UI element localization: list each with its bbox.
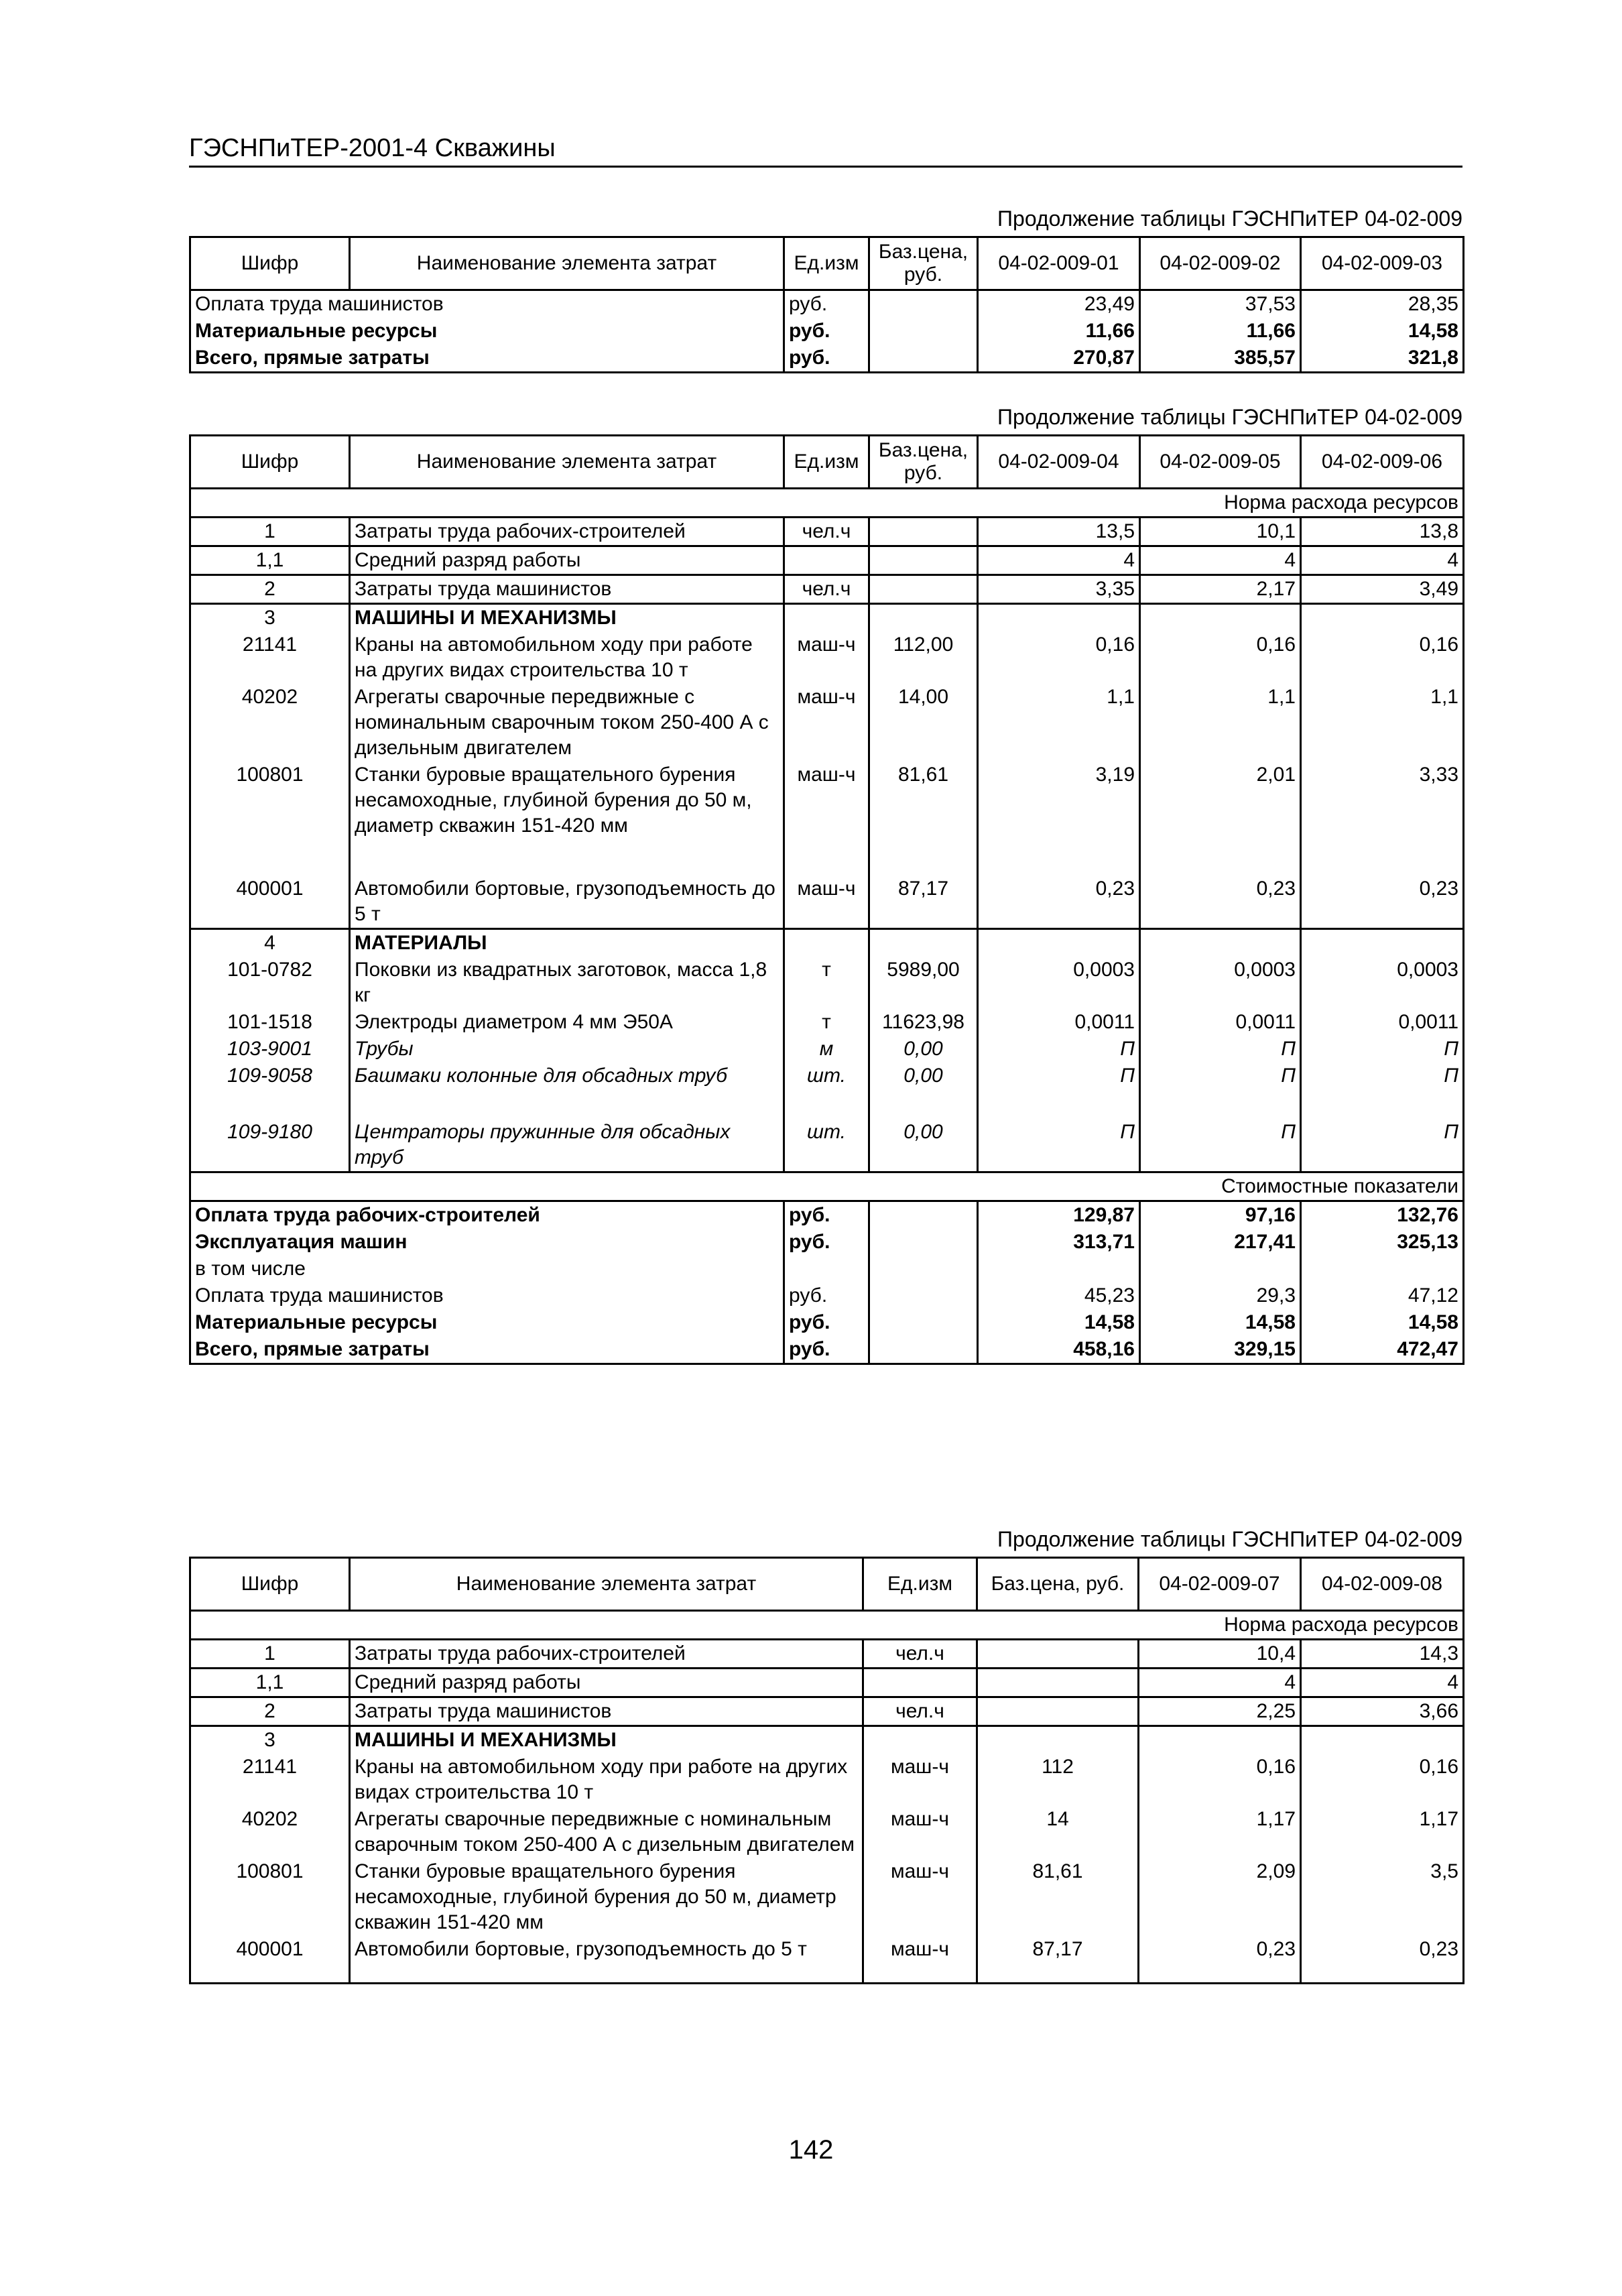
cost-label: Стоимостные показатели — [190, 1172, 1464, 1201]
row-name: Затраты труда машинистов — [350, 1697, 863, 1726]
row-price — [869, 929, 978, 957]
row-value: 14,3 — [1301, 1640, 1464, 1669]
table1 — [189, 236, 1464, 373]
table-row — [190, 1256, 1464, 1282]
row-value: П — [1140, 1119, 1301, 1172]
row-value: 14,58 — [978, 1309, 1140, 1336]
row-unit: руб. — [784, 345, 869, 373]
row-price: 14,00 — [869, 684, 978, 762]
table-row — [190, 762, 1464, 875]
row-price: 11623,98 — [869, 1009, 978, 1036]
row-value: П — [978, 1036, 1140, 1063]
row-code: 1,1 — [190, 1669, 350, 1697]
row-value — [978, 604, 1140, 632]
table-row — [190, 345, 1464, 373]
row-value: 0,23 — [1301, 875, 1464, 929]
row-code: 100801 — [190, 1858, 350, 1936]
table-row — [190, 1640, 1464, 1669]
table-row — [190, 1282, 1464, 1309]
row-unit — [784, 604, 869, 632]
row-value: П — [1301, 1119, 1464, 1172]
row-value: 3,19 — [978, 762, 1140, 875]
row-unit: т — [784, 1009, 869, 1036]
row-value: 97,16 — [1140, 1201, 1301, 1229]
row-value: 1,1 — [1301, 684, 1464, 762]
row-value: 329,15 — [1140, 1336, 1301, 1364]
row-unit: руб. — [784, 1336, 869, 1364]
row-price — [977, 1726, 1139, 1754]
row-name: в том числе — [190, 1256, 784, 1282]
row-value: П — [1140, 1036, 1301, 1063]
row-value: 14,58 — [1140, 1309, 1301, 1336]
section-title: МАШИНЫ И МЕХАНИЗМЫ — [350, 604, 784, 632]
section-row — [190, 929, 1464, 957]
row-name: Оплата труда рабочих-строителей — [190, 1201, 784, 1229]
row-unit — [863, 1726, 977, 1754]
row-code: 1 — [190, 1640, 350, 1669]
row-name: Краны на автомобильном ходу при работе на других видах строительства 10 т — [350, 631, 784, 684]
row-price — [869, 518, 978, 546]
row-value: П — [978, 1063, 1140, 1119]
row-price: 87,17 — [869, 875, 978, 929]
cost-label-row — [190, 1172, 1464, 1201]
row-value: 0,23 — [1140, 875, 1301, 929]
row-price — [869, 345, 978, 373]
table-row — [190, 1858, 1464, 1936]
row-value: 14,58 — [1301, 1309, 1464, 1336]
header-col: 04-02-009-08 — [1301, 1558, 1464, 1611]
norm-row — [190, 1611, 1464, 1640]
row-code: 2 — [190, 575, 350, 604]
row-name: Оплата труда машинистов — [190, 1282, 784, 1309]
row-unit: маш-ч — [784, 875, 869, 929]
row-value: 458,16 — [978, 1336, 1140, 1364]
row-name: Станки буровые вращательного бурения несамоходные, глубиной бурения до 50 м, диаметр скважин 151-420 мм — [350, 1858, 863, 1936]
row-value: П — [1140, 1063, 1301, 1119]
row-code: 3 — [190, 1726, 350, 1754]
row-unit: шт. — [784, 1063, 869, 1119]
row-price — [869, 1256, 978, 1282]
row-unit: руб. — [784, 1282, 869, 1309]
row-code: 109-9058 — [190, 1063, 350, 1119]
table2-header-row — [190, 436, 1464, 489]
row-unit: маш-ч — [863, 1936, 977, 1983]
row-value: 0,0011 — [1301, 1009, 1464, 1036]
table-row — [190, 1754, 1464, 1806]
row-price: 14 — [977, 1806, 1139, 1858]
table-row — [190, 1309, 1464, 1336]
row-unit: чел.ч — [784, 575, 869, 604]
row-price — [977, 1669, 1139, 1697]
row-value — [978, 1256, 1140, 1282]
row-value — [1139, 1726, 1301, 1754]
row-price — [869, 318, 978, 345]
header-unit: Ед.изм — [784, 237, 869, 290]
row-value: 325,13 — [1301, 1229, 1464, 1256]
row-unit — [784, 1256, 869, 1282]
row-value: 4 — [978, 546, 1140, 575]
row-code: 1,1 — [190, 546, 350, 575]
table-row — [190, 575, 1464, 604]
row-value: 313,71 — [978, 1229, 1140, 1256]
row-value: 4 — [1139, 1669, 1301, 1697]
row-price — [869, 290, 978, 318]
row-price — [869, 1309, 978, 1336]
table-row — [190, 1229, 1464, 1256]
table1-header-row — [190, 237, 1464, 290]
row-value: 1,1 — [978, 684, 1140, 762]
row-unit: руб. — [784, 290, 869, 318]
header-col: 04-02-009-06 — [1301, 436, 1464, 489]
row-name: Затраты труда рабочих-строителей — [350, 518, 784, 546]
row-name: Материальные ресурсы — [190, 1309, 784, 1336]
table2-caption: Продолжение таблицы ГЭСНПиТЕР 04-02-009 — [997, 405, 1462, 429]
row-value: 0,0003 — [978, 957, 1140, 1009]
row-value: 472,47 — [1301, 1336, 1464, 1364]
row-code: 100801 — [190, 762, 350, 875]
row-unit — [784, 929, 869, 957]
row-value: 217,41 — [1140, 1229, 1301, 1256]
row-price: 0,00 — [869, 1063, 978, 1119]
row-value: 0,0003 — [1301, 957, 1464, 1009]
row-code: 103-9001 — [190, 1036, 350, 1063]
row-value: 13,5 — [978, 518, 1140, 546]
row-value: 3,5 — [1301, 1858, 1464, 1936]
row-value — [1301, 604, 1464, 632]
row-name: Станки буровые вращательного бурения несамоходные, глубиной бурения до 50 м, диаметр скважин 151-420 мм — [350, 762, 784, 875]
row-price — [869, 1282, 978, 1309]
table-row — [190, 1806, 1464, 1858]
row-value: 14,58 — [1301, 318, 1464, 345]
row-value: П — [1301, 1063, 1464, 1119]
table-row — [190, 546, 1464, 575]
row-value: 0,16 — [1139, 1754, 1301, 1806]
row-name: Материальные ресурсы — [190, 318, 784, 345]
row-name: Башмаки колонные для обсадных труб — [350, 1063, 784, 1119]
table-row — [190, 1063, 1464, 1119]
row-name: Всего, прямые затраты — [190, 345, 784, 373]
row-value: 0,0011 — [1140, 1009, 1301, 1036]
norm-row — [190, 489, 1464, 518]
table-row — [190, 1009, 1464, 1036]
row-price: 0,00 — [869, 1036, 978, 1063]
row-value: 4 — [1301, 546, 1464, 575]
header-code: Шифр — [190, 237, 350, 290]
row-value: 1,1 — [1140, 684, 1301, 762]
row-price — [869, 604, 978, 632]
row-name: Трубы — [350, 1036, 784, 1063]
row-value — [1140, 929, 1301, 957]
table-row — [190, 957, 1464, 1009]
row-name: Затраты труда рабочих-строителей — [350, 1640, 863, 1669]
row-unit: маш-ч — [784, 762, 869, 875]
table-row — [190, 1669, 1464, 1697]
table3-header-row — [190, 1558, 1464, 1611]
page-number: 142 — [788, 2135, 834, 2165]
row-unit: маш-ч — [784, 631, 869, 684]
table-row — [190, 318, 1464, 345]
row-code: 400001 — [190, 1936, 350, 1983]
header-col: 04-02-009-01 — [978, 237, 1140, 290]
row-name: Эксплуатация машин — [190, 1229, 784, 1256]
row-unit: маш-ч — [784, 684, 869, 762]
row-price: 81,61 — [977, 1858, 1139, 1936]
row-price: 112 — [977, 1754, 1139, 1806]
row-value: 0,23 — [1139, 1936, 1301, 1983]
row-name: Поковки из квадратных заготовок, масса 1,8 кг — [350, 957, 784, 1009]
table-row — [190, 518, 1464, 546]
row-value: 270,87 — [978, 345, 1140, 373]
row-value: 11,66 — [978, 318, 1140, 345]
section-title: МАШИНЫ И МЕХАНИЗМЫ — [350, 1726, 863, 1754]
row-name: Краны на автомобильном ходу при работе на других видах строительства 10 т — [350, 1754, 863, 1806]
table2 — [189, 434, 1464, 1365]
row-value: 0,16 — [1301, 1754, 1464, 1806]
row-code: 3 — [190, 604, 350, 632]
table1-caption: Продолжение таблицы ГЭСНПиТЕР 04-02-009 — [997, 206, 1462, 231]
section-title: МАТЕРИАЛЫ — [350, 929, 784, 957]
row-value: 1,17 — [1139, 1806, 1301, 1858]
row-code: 40202 — [190, 684, 350, 762]
row-value: 132,76 — [1301, 1201, 1464, 1229]
row-price — [869, 575, 978, 604]
header-col: 04-02-009-03 — [1301, 237, 1464, 290]
row-value: 23,49 — [978, 290, 1140, 318]
row-value: 0,16 — [1301, 631, 1464, 684]
row-unit: т — [784, 957, 869, 1009]
header-code: Шифр — [190, 1558, 350, 1611]
row-unit: м — [784, 1036, 869, 1063]
table-row — [190, 631, 1464, 684]
row-unit: маш-ч — [863, 1858, 977, 1936]
row-name: Средний разряд работы — [350, 546, 784, 575]
row-name: Автомобили бортовые, грузоподъемность до 5 т — [350, 1936, 863, 1983]
row-value: 0,0003 — [1140, 957, 1301, 1009]
row-name: Оплата труда машинистов — [190, 290, 784, 318]
row-price: 81,61 — [869, 762, 978, 875]
row-price: 0,00 — [869, 1119, 978, 1172]
row-value: 385,57 — [1140, 345, 1301, 373]
row-value: 3,35 — [978, 575, 1140, 604]
header-price: Баз.цена, руб. — [869, 237, 978, 290]
row-code: 40202 — [190, 1806, 350, 1858]
row-code: 2 — [190, 1697, 350, 1726]
header-col: 04-02-009-02 — [1140, 237, 1301, 290]
row-price: 87,17 — [977, 1936, 1139, 1983]
row-unit: руб. — [784, 1229, 869, 1256]
row-name: Центраторы пружинные для обсадных труб — [350, 1119, 784, 1172]
row-code: 21141 — [190, 1754, 350, 1806]
row-unit: маш-ч — [863, 1754, 977, 1806]
row-unit: руб. — [784, 1201, 869, 1229]
row-value: 0,23 — [1301, 1936, 1464, 1983]
header-col: 04-02-009-05 — [1140, 436, 1301, 489]
row-value: 0,16 — [978, 631, 1140, 684]
row-value: 4 — [1301, 1669, 1464, 1697]
row-value: 11,66 — [1140, 318, 1301, 345]
row-name: Всего, прямые затраты — [190, 1336, 784, 1364]
section-row — [190, 604, 1464, 632]
row-value: 0,23 — [978, 875, 1140, 929]
row-unit: чел.ч — [784, 518, 869, 546]
row-price — [977, 1640, 1139, 1669]
row-value: 28,35 — [1301, 290, 1464, 318]
row-unit: маш-ч — [863, 1806, 977, 1858]
header-unit: Ед.изм — [784, 436, 869, 489]
row-value: 2,17 — [1140, 575, 1301, 604]
row-code: 21141 — [190, 631, 350, 684]
header-price: Баз.цена, руб. — [869, 436, 978, 489]
table-row — [190, 1697, 1464, 1726]
row-name: Автомобили бортовые, грузоподъемность до 5 т — [350, 875, 784, 929]
row-price — [869, 1336, 978, 1364]
table-row — [190, 1119, 1464, 1172]
row-value: 29,3 — [1140, 1282, 1301, 1309]
row-price: 5989,00 — [869, 957, 978, 1009]
header-code: Шифр — [190, 436, 350, 489]
row-price — [869, 1229, 978, 1256]
row-value: 1,17 — [1301, 1806, 1464, 1858]
header-name: Наименование элемента затрат — [350, 436, 784, 489]
row-value: 0,16 — [1140, 631, 1301, 684]
row-value — [1301, 929, 1464, 957]
row-value: 10,4 — [1139, 1640, 1301, 1669]
row-name: Агрегаты сварочные передвижные с номинальным сварочным током 250-400 А с дизельным двигателем — [350, 1806, 863, 1858]
row-value: 3,33 — [1301, 762, 1464, 875]
row-name: Средний разряд работы — [350, 1669, 863, 1697]
row-price: 112,00 — [869, 631, 978, 684]
row-price — [869, 546, 978, 575]
row-code: 101-1518 — [190, 1009, 350, 1036]
row-unit — [863, 1669, 977, 1697]
row-value — [1140, 1256, 1301, 1282]
row-value — [1140, 604, 1301, 632]
row-value: 2,25 — [1139, 1697, 1301, 1726]
row-unit: шт. — [784, 1119, 869, 1172]
row-value: 2,01 — [1140, 762, 1301, 875]
row-value: 3,49 — [1301, 575, 1464, 604]
row-code: 1 — [190, 518, 350, 546]
row-code: 109-9180 — [190, 1119, 350, 1172]
row-value: 3,66 — [1301, 1697, 1464, 1726]
table-row — [190, 1036, 1464, 1063]
row-unit — [784, 546, 869, 575]
row-value: 4 — [1140, 546, 1301, 575]
row-code: 4 — [190, 929, 350, 957]
page-header: ГЭСНПиТЕР-2001-4 Скважины — [189, 134, 1462, 168]
header-price: Баз.цена, руб. — [977, 1558, 1139, 1611]
row-code: 101-0782 — [190, 957, 350, 1009]
row-unit: чел.ч — [863, 1697, 977, 1726]
table-row — [190, 290, 1464, 318]
row-price — [977, 1697, 1139, 1726]
row-value: 37,53 — [1140, 290, 1301, 318]
table-row — [190, 684, 1464, 762]
row-name: Затраты труда машинистов — [350, 575, 784, 604]
row-value: 13,8 — [1301, 518, 1464, 546]
row-price — [869, 1201, 978, 1229]
row-value — [1301, 1726, 1464, 1754]
row-unit: руб. — [784, 1309, 869, 1336]
row-value: 129,87 — [978, 1201, 1140, 1229]
header-name: Наименование элемента затрат — [350, 1558, 863, 1611]
row-value: 45,23 — [978, 1282, 1140, 1309]
row-value: П — [978, 1119, 1140, 1172]
row-unit: чел.ч — [863, 1640, 977, 1669]
row-value: 321,8 — [1301, 345, 1464, 373]
table-row — [190, 875, 1464, 929]
header-name: Наименование элемента затрат — [350, 237, 784, 290]
row-name: Электроды диаметром 4 мм Э50А — [350, 1009, 784, 1036]
table-row — [190, 1936, 1464, 1983]
table3-caption: Продолжение таблицы ГЭСНПиТЕР 04-02-009 — [997, 1527, 1462, 1551]
row-code: 400001 — [190, 875, 350, 929]
header-unit: Ед.изм — [863, 1558, 977, 1611]
row-name: Агрегаты сварочные передвижные с номинальным сварочным током 250-400 А с дизельным двигателем — [350, 684, 784, 762]
table3 — [189, 1557, 1464, 1984]
table-row — [190, 1201, 1464, 1229]
norm-label: Норма расхода ресурсов — [190, 489, 1464, 518]
row-value: 10,1 — [1140, 518, 1301, 546]
table-row — [190, 1336, 1464, 1364]
row-value — [1301, 1256, 1464, 1282]
header-col: 04-02-009-04 — [978, 436, 1140, 489]
row-value — [978, 929, 1140, 957]
row-value: 47,12 — [1301, 1282, 1464, 1309]
row-value: П — [1301, 1036, 1464, 1063]
section-row — [190, 1726, 1464, 1754]
norm-label: Норма расхода ресурсов — [190, 1611, 1464, 1640]
header-col: 04-02-009-07 — [1139, 1558, 1301, 1611]
row-value: 2,09 — [1139, 1858, 1301, 1936]
row-unit: руб. — [784, 318, 869, 345]
row-value: 0,0011 — [978, 1009, 1140, 1036]
